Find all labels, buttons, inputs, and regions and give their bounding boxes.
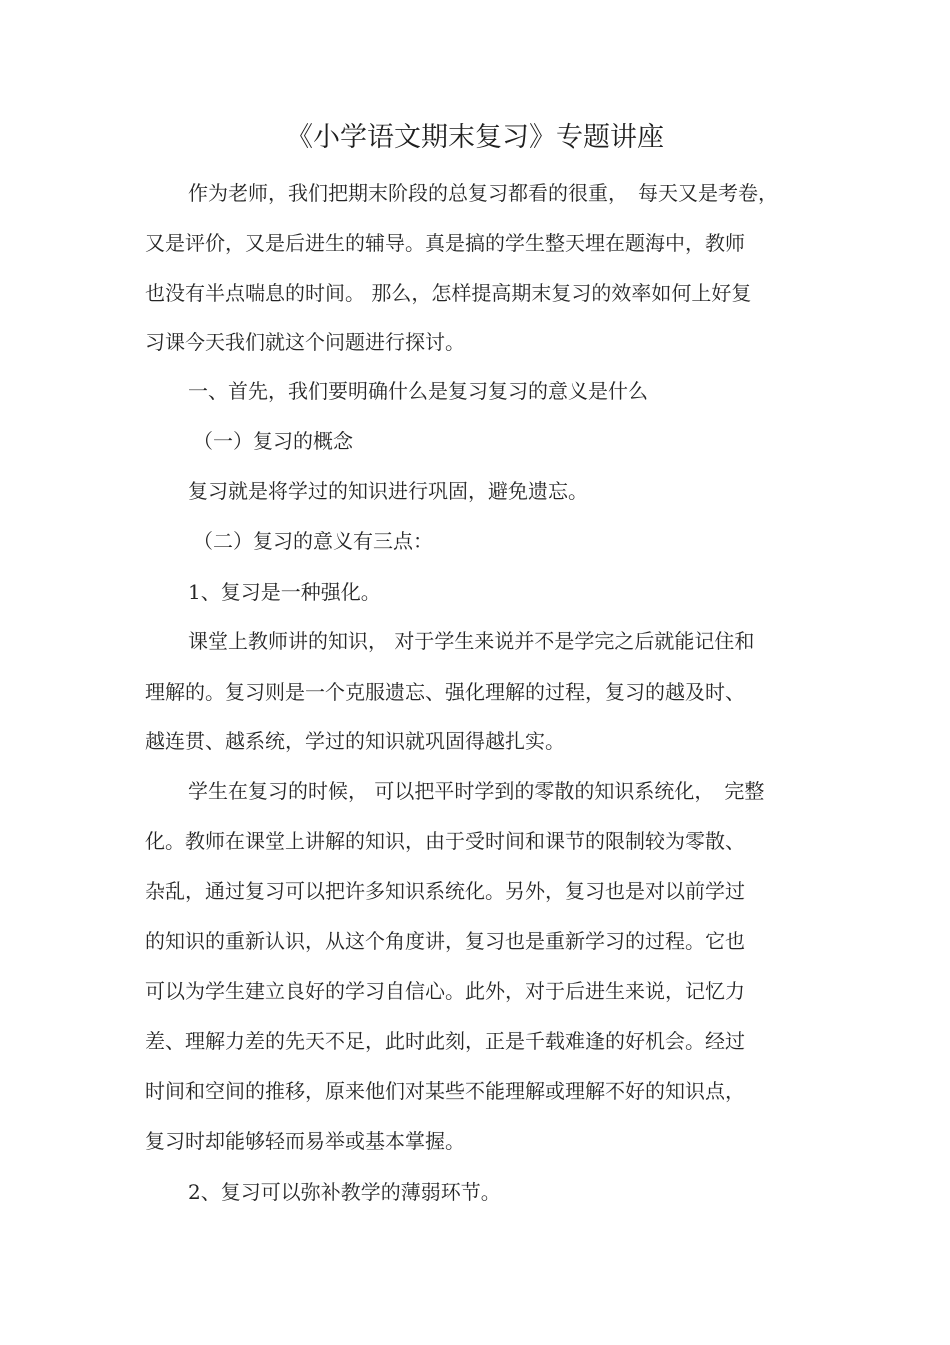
- paragraph-line: 作为老师，我们把期末阶段的总复习都看的很重， 每天又是考卷，: [188, 181, 778, 205]
- paragraph-line: 可以为学生建立良好的学习自信心。此外，对于后进生来说，记忆力: [145, 979, 745, 1003]
- paragraph-line: 杂乱，通过复习可以把许多知识系统化。另外，复习也是对以前学过: [145, 879, 745, 903]
- subsection-heading: （二）复习的意义有三点：: [193, 529, 433, 553]
- numbered-point: 2、复习可以弥补教学的薄弱环节。: [188, 1180, 501, 1204]
- paragraph-line: 复习就是将学过的知识进行巩固，避免遗忘。: [188, 479, 588, 503]
- paragraph-line: 差、理解力差的先天不足，此时此刻，正是千载难逢的好机会。经过: [145, 1029, 745, 1053]
- paragraph-line: 越连贯、越系统，学过的知识就巩固得越扎实。: [145, 729, 565, 753]
- paragraph-line: 习课今天我们就这个问题进行探讨。: [145, 330, 465, 354]
- paragraph-line: 理解的。复习则是一个克服遗忘、强化理解的过程，复习的越及时、: [145, 680, 745, 704]
- paragraph-line: 也没有半点喘息的时间。 那么，怎样提高期末复习的效率如何上好复: [145, 281, 752, 305]
- paragraph-line: 化。教师在课堂上讲解的知识，由于受时间和课节的限制较为零散、: [145, 829, 745, 853]
- paragraph-line: 的知识的重新认识，从这个角度讲，复习也是重新学习的过程。它也: [145, 929, 745, 953]
- numbered-point: 1、复习是一种强化。: [188, 580, 381, 604]
- document-title: 《小学语文期末复习》专题讲座: [286, 122, 664, 153]
- section-heading: 一、首先，我们要明确什么是复习复习的意义是什么: [188, 379, 648, 403]
- paragraph-line: 课堂上教师讲的知识， 对于学生来说并不是学完之后就能记住和: [188, 629, 755, 653]
- paragraph-line: 复习时却能够轻而易举或基本掌握。: [145, 1129, 465, 1153]
- paragraph-line: 又是评价，又是后进生的辅导。真是搞的学生整天埋在题海中，教师: [145, 231, 745, 255]
- paragraph-line: 时间和空间的推移，原来他们对某些不能理解或理解不好的知识点，: [145, 1079, 745, 1103]
- paragraph-line: 学生在复习的时候， 可以把平时学到的零散的知识系统化， 完整: [188, 779, 765, 803]
- subsection-heading: （一）复习的概念: [193, 429, 353, 453]
